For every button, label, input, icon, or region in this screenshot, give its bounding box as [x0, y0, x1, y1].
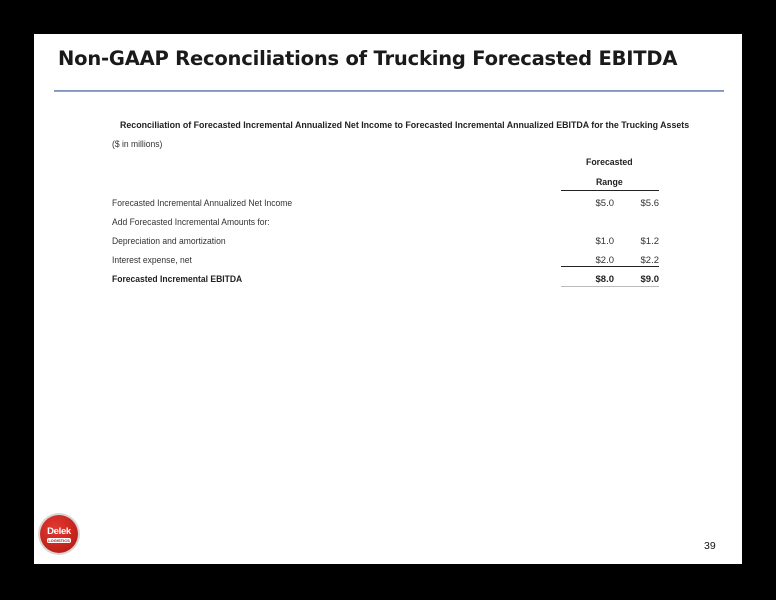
- total-rule: [561, 266, 659, 267]
- row-label: Depreciation and amortization: [112, 236, 226, 247]
- row-value-high: $9.0: [640, 274, 659, 285]
- title-divider: [54, 90, 724, 92]
- row-label: Add Forecasted Incremental Amounts for:: [112, 217, 270, 228]
- row-label: Forecasted Incremental Annualized Net Income: [112, 198, 293, 209]
- table-units: ($ in millions): [112, 139, 163, 150]
- logo-wordmark: Delek: [47, 526, 71, 537]
- slide-title: Non-GAAP Reconciliations of Trucking Forecasted EBITDA: [58, 47, 678, 70]
- row-value-high: $2.2: [640, 255, 659, 266]
- row-value-low: $2.0: [595, 255, 614, 266]
- row-value-low: $5.0: [595, 198, 614, 209]
- slide: [34, 34, 742, 564]
- row-label: Interest expense, net: [112, 255, 192, 266]
- row-value-high: $5.6: [640, 198, 659, 209]
- total-bottom-rule: [561, 286, 659, 287]
- row-value-low: $8.0: [595, 274, 614, 285]
- row-value-low: $1.0: [595, 236, 614, 247]
- column-header-forecasted: Forecasted: [586, 157, 633, 168]
- logo-subtitle: LOGISTICS: [48, 538, 70, 543]
- row-label: Forecasted Incremental EBITDA: [112, 274, 243, 285]
- page-number: 39: [704, 540, 716, 552]
- table-row: [112, 217, 662, 231]
- row-value-high: $1.2: [640, 236, 659, 247]
- header-underline: [561, 190, 659, 191]
- delek-logo: [40, 515, 78, 553]
- table-row: [112, 198, 662, 212]
- table-row: [112, 236, 662, 250]
- table-title: Reconciliation of Forecasted Incremental Annualized Net Income to Forecasted Incremental Annualized EBITDA for the Trucking Assets: [120, 120, 690, 131]
- column-header-range: Range: [596, 177, 623, 188]
